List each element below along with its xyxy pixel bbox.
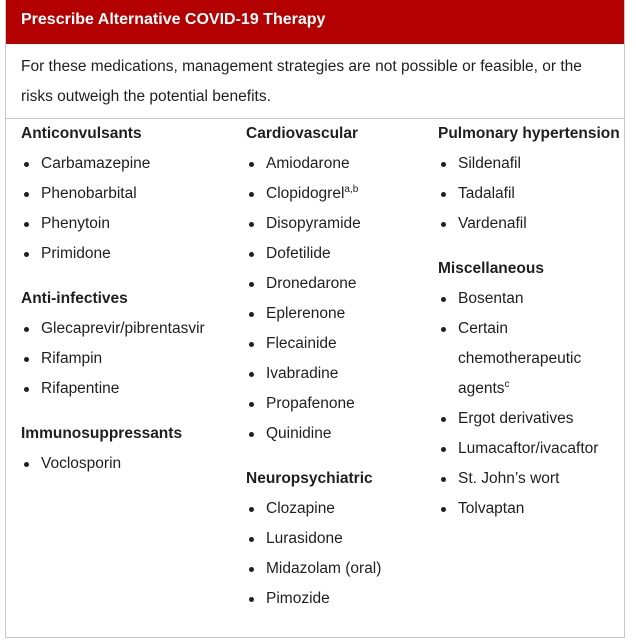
medication-name: Dofetilide <box>266 245 331 262</box>
bullet-icon <box>441 297 446 302</box>
medication-item <box>438 149 623 179</box>
medication-name: Glecaprevir/pibrentasvir <box>41 320 205 337</box>
medication-item <box>438 209 623 239</box>
medication-name: Amiodarone <box>266 155 350 172</box>
medication-list <box>21 149 236 269</box>
category-heading: Anti-infectives <box>21 290 128 307</box>
medication-name: St. John’s wort <box>458 470 560 487</box>
bullet-icon <box>24 387 29 392</box>
medication-item <box>246 419 431 449</box>
medication-item <box>246 299 431 329</box>
column-2 <box>246 119 431 629</box>
medication-list <box>21 449 236 479</box>
medication-name: Rifampin <box>41 350 103 367</box>
therapy-card <box>5 0 625 638</box>
bullet-icon <box>249 537 254 542</box>
medication-item <box>246 389 431 419</box>
bullet-icon <box>441 162 446 167</box>
medication-name: Voclosporin <box>41 455 122 472</box>
medication-name: Vardenafil <box>458 215 527 232</box>
medication-list <box>21 314 236 404</box>
medication-list <box>438 284 623 524</box>
medication-name: Clopidogrel <box>266 185 345 202</box>
bullet-icon <box>249 402 254 407</box>
medication-item <box>438 314 623 404</box>
category-heading: Pulmonary hypertension <box>438 125 620 142</box>
medication-name: Tadalafil <box>458 185 515 202</box>
medication-name: Disopyramide <box>266 215 361 232</box>
bullet-icon <box>441 447 446 452</box>
medication-item <box>21 449 236 479</box>
category-heading: Miscellaneous <box>438 260 544 277</box>
column-3 <box>438 119 623 539</box>
medication-name: Bosentan <box>458 290 524 307</box>
medication-name: Midazolam (oral) <box>266 560 382 577</box>
medication-item <box>246 584 431 614</box>
medication-name: Propafenone <box>266 395 355 412</box>
bullet-icon <box>249 597 254 602</box>
category-heading: Cardiovascular <box>246 125 358 142</box>
bullet-icon <box>441 477 446 482</box>
bullet-icon <box>24 327 29 332</box>
bullet-icon <box>249 507 254 512</box>
bullet-icon <box>441 417 446 422</box>
bullet-icon <box>441 222 446 227</box>
medication-name: Phenobarbital <box>41 185 137 202</box>
bullet-icon <box>249 567 254 572</box>
bullet-icon <box>441 192 446 197</box>
medication-name: Carbamazepine <box>41 155 151 172</box>
medication-item <box>438 179 623 209</box>
category-heading: Anticonvulsants <box>21 125 142 142</box>
medication-item <box>246 239 431 269</box>
intro-text: For these medications, management strategies are not possible or feasible, or the risks outweigh the potential benefits. <box>6 44 624 119</box>
medication-item <box>246 209 431 239</box>
category-heading: Neuropsychiatric <box>246 470 373 487</box>
medication-name: Lumacaftor/ivacaftor <box>458 440 599 457</box>
medication-name: Phenytoin <box>41 215 110 232</box>
medication-item <box>438 494 623 524</box>
medication-item <box>246 329 431 359</box>
medication-name: Primidone <box>41 245 111 262</box>
medication-item <box>246 269 431 299</box>
card-title: Prescribe Alternative COVID-19 Therapy <box>21 11 326 28</box>
medication-name: Ivabradine <box>266 365 339 382</box>
medication-item <box>246 179 431 209</box>
medication-name: Pimozide <box>266 590 330 607</box>
medication-name: Eplerenone <box>266 305 346 322</box>
category-heading: Immunosuppressants <box>21 425 183 442</box>
medication-list <box>438 149 623 239</box>
medication-name: Rifapentine <box>41 380 120 397</box>
footnote-marker: a,b <box>344 184 359 195</box>
bullet-icon <box>441 327 446 332</box>
medication-item <box>21 179 236 209</box>
column-1 <box>21 119 236 494</box>
medication-item <box>21 239 236 269</box>
medication-list <box>246 494 431 614</box>
medication-name: Dronedarone <box>266 275 357 292</box>
medication-name: Sildenafil <box>458 155 521 172</box>
medication-name: Quinidine <box>266 425 332 442</box>
medication-item <box>246 554 431 584</box>
medication-name: Clozapine <box>266 500 335 517</box>
medication-item <box>246 524 431 554</box>
bullet-icon <box>24 462 29 467</box>
bullet-icon <box>249 222 254 227</box>
medication-name: Flecainide <box>266 335 337 352</box>
medication-item <box>246 149 431 179</box>
bullet-icon <box>24 192 29 197</box>
bullet-icon <box>249 312 254 317</box>
medication-item <box>21 344 236 374</box>
bullet-icon <box>249 162 254 167</box>
medication-item <box>21 314 236 344</box>
medication-item <box>21 374 236 404</box>
medication-name: Tolvaptan <box>458 500 525 517</box>
bullet-icon <box>249 192 254 197</box>
medication-item <box>438 284 623 314</box>
medication-item <box>21 209 236 239</box>
bullet-icon <box>24 222 29 227</box>
bullet-icon <box>249 252 254 257</box>
bullet-icon <box>249 432 254 437</box>
bullet-icon <box>249 282 254 287</box>
bullet-icon <box>249 372 254 377</box>
bullet-icon <box>249 342 254 347</box>
bullet-icon <box>441 507 446 512</box>
medication-item <box>21 149 236 179</box>
medication-item <box>438 464 623 494</box>
medication-name: Ergot derivatives <box>458 410 574 427</box>
medication-item <box>438 404 623 434</box>
bullet-icon <box>24 252 29 257</box>
medication-item <box>438 434 623 464</box>
bullet-icon <box>24 357 29 362</box>
medication-item <box>246 494 431 524</box>
medication-list <box>246 149 431 449</box>
medication-columns <box>6 119 624 607</box>
medication-name: Lurasidone <box>266 530 343 547</box>
bullet-icon <box>24 162 29 167</box>
footnote-marker: c <box>504 379 510 390</box>
medication-name: Certain chemotherapeutic agents <box>458 320 582 397</box>
medication-item <box>246 359 431 389</box>
card-header <box>6 0 624 44</box>
